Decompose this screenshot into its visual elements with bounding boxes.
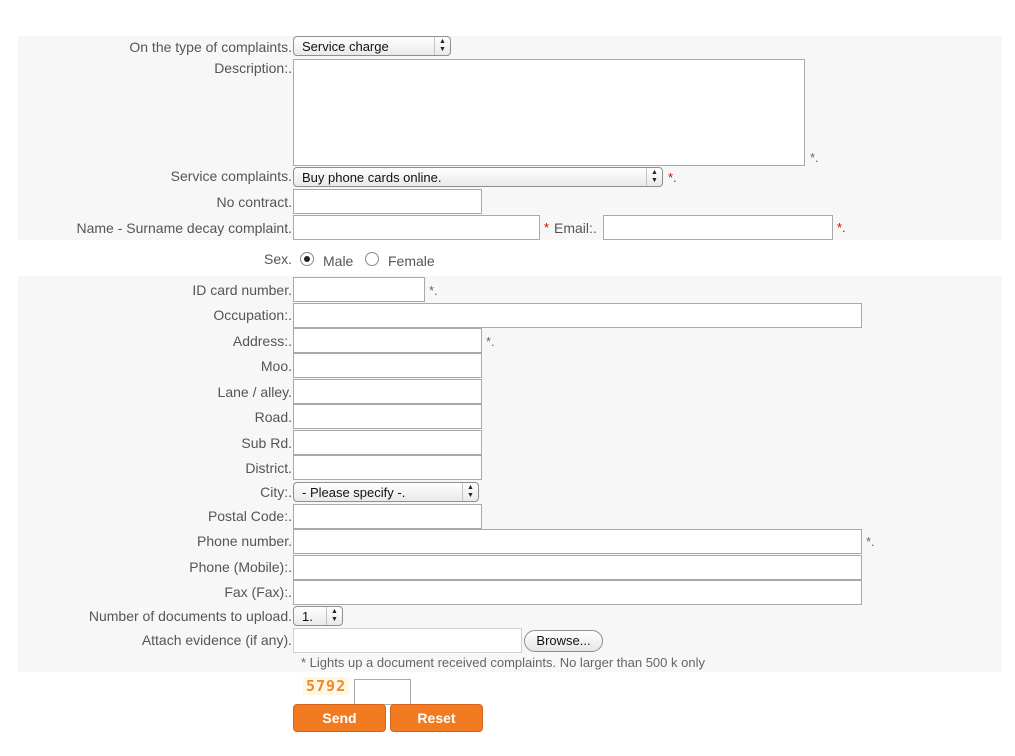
name-input[interactable]: [293, 215, 540, 240]
attach-note: * Lights up a document received complaints. No larger than 500 k only: [301, 655, 705, 670]
moo-label: Moo.: [260, 358, 292, 374]
no-contract-input[interactable]: [293, 189, 482, 214]
no-contract-label: No contract.: [216, 194, 292, 210]
district-input[interactable]: [293, 455, 482, 480]
docs-label: Number of documents to upload.: [88, 608, 292, 624]
complaint-type-select[interactable]: [293, 36, 451, 56]
attach-file-field[interactable]: [293, 628, 522, 653]
fax-label: Fax (Fax):.: [224, 584, 292, 600]
district-label: District.: [245, 460, 292, 476]
lane-input[interactable]: [293, 379, 482, 404]
postal-label: Postal Code:.: [207, 508, 292, 524]
service-complaints-value: Buy phone cards online.: [302, 170, 442, 185]
phone-input[interactable]: [293, 529, 862, 554]
occupation-input[interactable]: [293, 303, 862, 328]
id-card-input[interactable]: [293, 277, 425, 302]
select-arrows-icon: ▲ ▼: [462, 483, 478, 501]
sex-female-radio[interactable]: [365, 252, 379, 266]
postal-input[interactable]: [293, 504, 482, 529]
sex-male-label: Male: [323, 253, 354, 269]
moo-input[interactable]: [293, 353, 482, 378]
docs-count-select[interactable]: [293, 606, 343, 626]
address-required-mark: *.: [486, 334, 495, 349]
phone-required-mark: *.: [866, 534, 875, 549]
sex-row-background: [18, 240, 1002, 276]
email-label: Email:.: [554, 220, 597, 236]
select-arrows-icon: ▲ ▼: [646, 168, 662, 186]
road-label: Road.: [254, 409, 292, 425]
road-input[interactable]: [293, 404, 482, 429]
description-required-mark: *.: [810, 150, 819, 165]
name-label: Name - Surname decay complaint.: [76, 220, 292, 236]
description-textarea[interactable]: [293, 59, 805, 166]
occupation-label: Occupation:.: [213, 307, 292, 323]
select-arrows-icon: ▲ ▼: [326, 607, 342, 625]
city-label: City:.: [260, 484, 292, 500]
sub-rd-label: Sub Rd.: [241, 435, 292, 451]
id-card-label: ID card number.: [192, 282, 292, 298]
complaint-type-value: Service charge: [302, 39, 389, 54]
city-value: - Please specify -.: [302, 485, 406, 500]
service-complaints-select[interactable]: [293, 167, 663, 187]
fax-input[interactable]: [293, 580, 862, 605]
email-required-mark: *.: [837, 220, 846, 235]
select-arrows-icon: ▲ ▼: [434, 37, 450, 55]
mobile-label: Phone (Mobile):.: [189, 559, 292, 575]
sub-rd-input[interactable]: [293, 430, 482, 455]
browse-button[interactable]: Browse...: [524, 630, 603, 652]
mobile-input[interactable]: [293, 555, 862, 580]
attach-label: Attach evidence (if any).: [141, 632, 292, 648]
sex-male-radio[interactable]: [300, 252, 314, 266]
send-button[interactable]: Send: [293, 704, 386, 732]
reset-button[interactable]: Reset: [390, 704, 483, 732]
captcha-image: 5792: [303, 677, 349, 695]
address-label: Address:.: [232, 333, 292, 349]
docs-count-value: 1.: [302, 609, 313, 624]
email-input[interactable]: [603, 215, 833, 240]
sex-label: Sex.: [263, 251, 292, 267]
lane-label: Lane / alley.: [217, 384, 292, 400]
phone-label: Phone number.: [197, 533, 292, 549]
complaint-type-label: On the type of complaints.: [129, 39, 292, 55]
name-required-mark: *: [544, 220, 550, 235]
captcha-input[interactable]: [354, 679, 411, 705]
id-card-required-mark: *.: [429, 283, 438, 298]
description-label: Description:.: [214, 60, 292, 76]
address-input[interactable]: [293, 328, 482, 353]
sex-female-label: Female: [388, 253, 435, 269]
city-select[interactable]: [293, 482, 479, 502]
service-complaints-required-mark: *.: [668, 170, 677, 185]
service-complaints-label: Service complaints.: [170, 168, 292, 184]
